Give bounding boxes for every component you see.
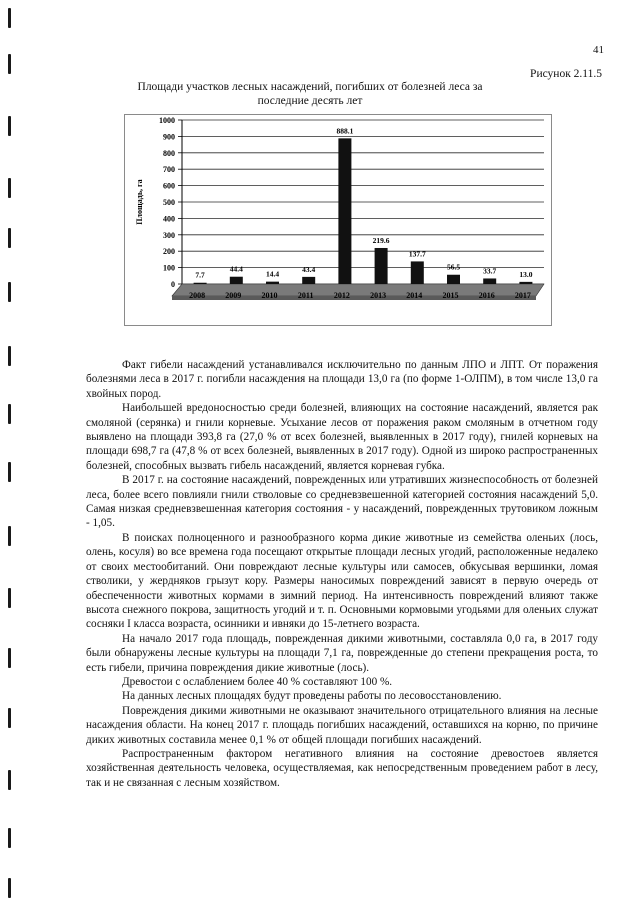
bar-2017 [519, 282, 532, 284]
y-tick-label: 0 [171, 280, 175, 289]
x-tick-label: 2008 [189, 291, 206, 300]
data-label: 888.1 [336, 126, 354, 136]
x-tick-label: 2012 [333, 291, 350, 300]
paragraph-9: Распространенным фактором негативного влияния на состояние древостоев является хозяйственная деятельность человека, осуществляемая, как непосредственным проведением работ в лесу, так и не связанная с лесным хозяйством. [86, 747, 598, 789]
paragraph-1: Факт гибели насаждений устанавливался исключительно по данным ЛПО и ЛПТ. От поражения болезнями леса в 2017 г. погибли насаждения на площади 13,0 га (по форме 1-ОЛПМ), в том числе 13,0 га хвойных пород. [86, 359, 598, 400]
data-label: 56.5 [446, 262, 461, 272]
y-tick-label: 400 [163, 214, 175, 224]
y-tick-label: 1000 [159, 116, 175, 125]
paragraph-6: Древостои с ослаблением более 40 % составляют 100 %. [122, 675, 393, 688]
data-label: 137.7 [408, 249, 426, 259]
bar-chart [124, 114, 552, 326]
x-tick-label: 2010 [261, 291, 278, 300]
paragraph-4: В поисках полноценного и разнообразного корма дикие животные из семейства оленьих (лось, олень, косуля) во все времена года посещают открытые площади лесных угодий, расположенные недалеко от своих местообитаний. Они повреждают лесные культуры или самосев, обкусывая вершинки, ломая стволики, у жердняков грызут кору. Размеры наносимых повреждений зависят в первую очередь от обеспеченности животных кормами в зимний период. На интенсивность повреждений влияют также высота снежного покрова, защитность угодий и т. п. Основными кормовыми угодьями для оленьих служат сосняки I класса возраста, осинники и ивняки до 15-летнего возраста. [86, 531, 598, 631]
data-label: 219.6 [372, 235, 390, 245]
x-tick-label: 2013 [370, 291, 387, 300]
y-tick-label: 300 [163, 230, 175, 240]
y-axis-label: Площадь, га [135, 179, 144, 225]
bar-2014 [411, 261, 424, 284]
x-tick-label: 2016 [478, 291, 495, 300]
bar-2010 [266, 282, 279, 284]
y-tick-label: 200 [163, 247, 175, 257]
y-tick-label: 900 [163, 132, 175, 142]
page-number: 41 [593, 44, 604, 56]
figure-label: Рисунок 2.11.5 [530, 68, 602, 80]
x-tick-label: 2009 [225, 291, 242, 300]
bar-2011 [302, 277, 315, 284]
data-label: 14.4 [265, 269, 280, 279]
binding-marks [8, 0, 18, 905]
y-tick-label: 500 [163, 198, 175, 207]
paragraph-3: В 2017 г. на состояние насаждений, поврежденных или утративших жизнеспособность от болезней леса, более всего повлияли гнили стволовые со средневзвешенной категорией состояния насаждений 5,0. Самая низкая средневзвешенная категория состояния - у насаждений, поврежденных трутовиком ложным - 1,05. [86, 474, 598, 530]
data-label: 13.0 [519, 269, 533, 279]
bar-2012 [338, 138, 351, 284]
chart-title [130, 80, 490, 108]
paragraph-5: На начало 2017 года площадь, поврежденная дикими животными, составляла 0,0 га, в 2017 году были обнаружены лесные культуры на площади 7,1 га, поврежденные до степени прекращения роста, то есть гибели, причина повреждения дикие животные (лось). [86, 632, 598, 674]
bar-2009 [230, 277, 243, 284]
y-tick-label: 800 [163, 148, 175, 158]
body-text [86, 358, 598, 790]
data-label: 43.4 [302, 264, 316, 274]
paragraph-2: Наибольшей вредоносностью среди болезней, влияющих на состояние насаждений, является рак смоляной (серянка) и гнили корневые. Усыхание лесов от поражения раком смоляным в отчетном году выявлено на площади 393,8 га (27,0 % от всех болезней, выявленных в 2017 году), гнилей корневых на площади 698,7 га (47,8 % от всех болезней, выявленных в 2017 году). Одной из широко распространенных болезней, способных вызвать гибель насаждений, является корневая губка. [86, 402, 598, 472]
bar-2016 [483, 278, 496, 284]
x-tick-label: 2017 [514, 291, 531, 300]
y-tick-label: 100 [163, 263, 175, 273]
y-tick-label: 700 [163, 165, 175, 175]
data-label: 44.4 [229, 264, 243, 274]
x-tick-label: 2011 [297, 291, 314, 300]
paragraph-8: Повреждения дикими животными не оказывают значительного отрицательного влияния на лесные насаждения области. На конец 2017 г. площадь погибших насаждений, оставшихся на корню, по причине диких животных составила менее 0,1 % от общей площади погибших насаждений. [86, 704, 598, 746]
x-tick-label: 2014 [406, 291, 423, 300]
data-label: 33.7 [483, 266, 497, 276]
x-tick-label: 2015 [442, 291, 459, 300]
bar-2008 [194, 283, 207, 284]
data-label: 7.7 [195, 270, 205, 280]
bar-2015 [447, 275, 460, 284]
chart-title-line-2: последние десять лет [257, 95, 363, 107]
paragraph-7: На данных лесных площадях будут проведены работы по лесовосстановлению. [122, 690, 502, 703]
chart-title-line-1: Площади участков лесных насаждений, погибших от болезней леса за [137, 81, 483, 93]
y-tick-label: 600 [163, 181, 175, 191]
bar-2013 [375, 248, 388, 284]
